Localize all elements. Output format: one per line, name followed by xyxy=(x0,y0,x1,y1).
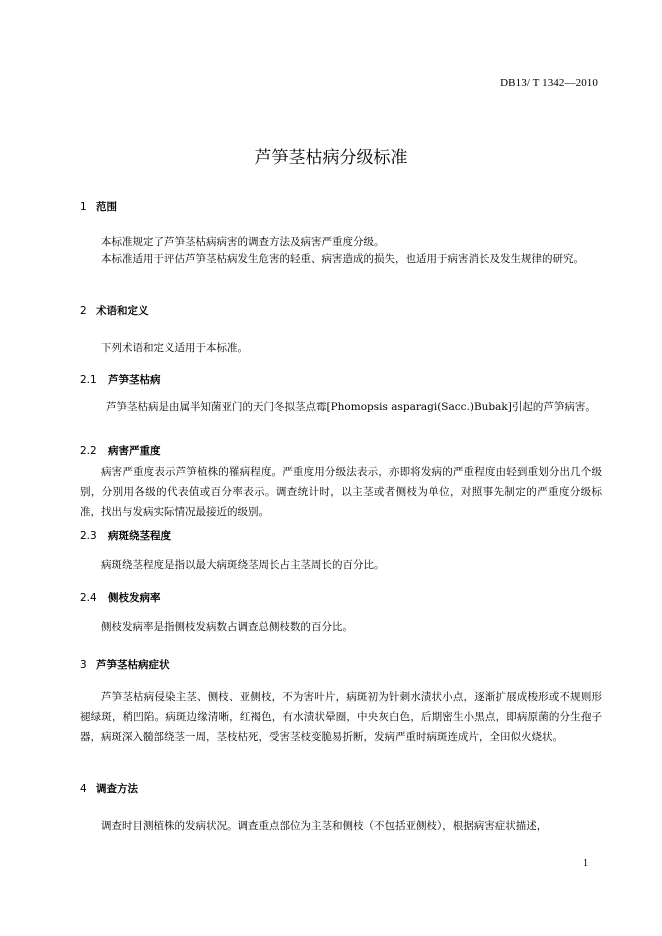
section-title: 芦笋茎枯病 xyxy=(108,374,161,386)
section-number: 1 xyxy=(80,201,87,213)
section-title: 侧枝发病率 xyxy=(108,592,161,604)
paragraph: 芦笋茎枯病是由属半知菌亚门的天门冬拟茎点霉[Phomopsis asparagi(Sacc.)Bubak]引起的芦笋病害。 xyxy=(106,401,596,413)
section-title: 术语和定义 xyxy=(96,305,149,317)
paragraph: 调查时目测植株的发病状况。调查重点部位为主茎和侧枝（不包括亚侧枝），根据病害症状描述， xyxy=(101,820,548,832)
document-title: 芦笋茎枯病分级标准 xyxy=(254,148,408,168)
section-heading-4 xyxy=(80,781,138,796)
paragraph: 本标准规定了芦笋茎枯病病害的调查方法及病害严重度分级。 xyxy=(101,236,385,248)
section-number: 2.1 xyxy=(80,374,97,386)
subsection-heading-2-4 xyxy=(80,590,161,605)
section-title: 芦笋茎枯病症状 xyxy=(96,659,170,671)
subsection-heading-2-3 xyxy=(80,528,171,543)
paragraph: 病害严重度表示芦笋植株的罹病程度。严重度用分级法表示，亦即将发病的严重程度由轻到重划分出几个级别，分别用各级的代表值或百分率表示。调查统计时，以主茎或者侧枝为单位，对照事先制定的严重度分级标准，找出与发病实际情况最接近的级别。 xyxy=(80,466,602,518)
section-heading-2 xyxy=(80,303,149,318)
section-number: 2.2 xyxy=(80,445,97,457)
section-title: 调查方法 xyxy=(96,783,138,795)
section-number: 4 xyxy=(80,783,87,795)
document-number: DB13/ T 1342—2010 xyxy=(500,77,598,89)
paragraph: 侧枝发病率是指侧枝发病数占调查总侧枝数的百分比。 xyxy=(101,621,353,633)
subsection-heading-2-2 xyxy=(80,443,161,458)
paragraph: 本标准适用于评估芦笋茎枯病发生危害的轻重、病害造成的损失，也适用于病害消长及发生规律的研究。 xyxy=(101,253,584,265)
section-number: 2 xyxy=(80,305,87,317)
section-number: 2.3 xyxy=(80,530,97,542)
section-title: 病害严重度 xyxy=(108,445,161,457)
subsection-heading-2-1 xyxy=(80,372,161,387)
section-title: 范围 xyxy=(96,201,117,213)
paragraph: 病斑绕茎程度是指以最大病斑绕茎周长占主茎周长的百分比。 xyxy=(101,559,385,571)
section-number: 3 xyxy=(80,659,87,671)
section-number: 2.4 xyxy=(80,592,97,604)
paragraph: 芦笋茎枯病侵染主茎、侧枝、亚侧枝，不为害叶片，病斑初为针刺水渍状小点，逐渐扩展成梭形或不规则形褪绿斑，稍凹陷。病斑边缘清晰，红褐色，有水渍状晕圈，中央灰白色，后期密生小黑点，即病原菌的分生孢子器，病斑深入髓部绕茎一周，茎枝枯死，受害茎枝变脆易折断，发病严重时病斑连成片，全田似火烧状。 xyxy=(80,691,602,743)
section-heading-1 xyxy=(80,199,117,214)
section-heading-3 xyxy=(80,657,170,672)
paragraph: 下列术语和定义适用于本标准。 xyxy=(101,342,248,354)
section-title: 病斑绕茎程度 xyxy=(108,530,171,542)
page-number: 1 xyxy=(583,858,588,869)
